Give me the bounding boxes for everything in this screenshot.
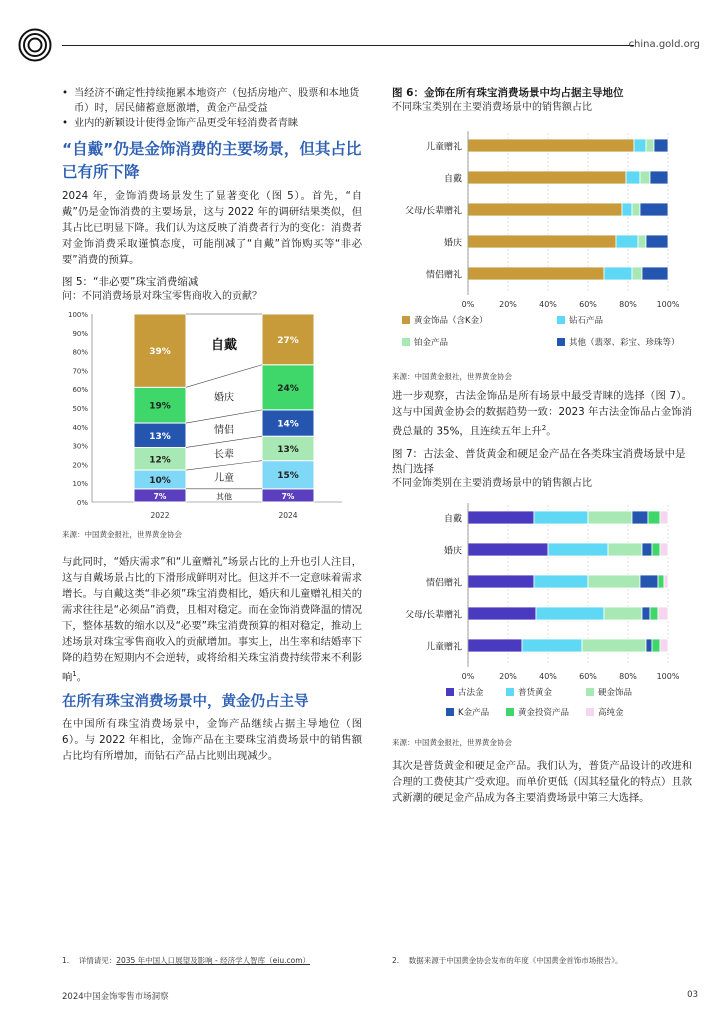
legend-swatch	[506, 688, 514, 696]
category-label: 父母/长辈赠礼	[404, 206, 462, 217]
page-number: 03	[687, 990, 698, 1000]
footnote-text: 详情请见：	[78, 956, 117, 965]
x-tick-label: 80%	[619, 300, 637, 309]
bar-segment	[634, 139, 646, 152]
bar-segment	[660, 511, 668, 524]
legend-label: 其他（翡翠、彩宝、珍珠等）	[569, 338, 680, 348]
bar-segment	[548, 543, 608, 556]
section-heading-gold-dominant: 在所有珠宝消费场景中，黄金仍占主导	[62, 694, 309, 711]
paragraph-gufa-gold: 进一步观察，古法金饰品是所有场景中最受青睐的选择（图 7）。这与中国黄金协会的数据趋势一致：2023 年古法金饰品占金饰消费总量的 35%，且连续五年上升$^2$。	[392, 390, 692, 438]
legend-label: 钻石产品	[569, 316, 604, 326]
fig5-stacked-bar-chart	[62, 308, 362, 523]
bar-segment	[616, 235, 638, 248]
data-label: 13%	[277, 444, 299, 455]
bar-segment	[468, 139, 634, 152]
bar-segment	[536, 607, 604, 620]
bar-segment	[468, 639, 522, 652]
category-label: 自戴	[210, 338, 238, 354]
footnote-text: 数据来源于中国黄金协会发布的年度《中国黄金首饰市场报告》。	[408, 956, 623, 965]
legend-label: 硬金饰品	[598, 688, 633, 699]
bar-segment	[640, 171, 650, 184]
bar-segment	[534, 575, 588, 588]
bar-segment	[468, 607, 536, 620]
bar-segment	[652, 639, 660, 652]
data-label: 19%	[149, 401, 171, 412]
right-column	[392, 86, 692, 806]
bar-segment	[652, 543, 660, 556]
bar-segment	[604, 267, 632, 280]
footnote-ref[interactable]: 2	[541, 424, 547, 432]
header-rule	[62, 45, 634, 46]
section-heading-self-wear: “自戴”仍是金饰消费的主要场景，但其占比已有所下降	[62, 140, 362, 181]
legend-swatch	[446, 688, 454, 696]
legend-swatch	[402, 316, 410, 324]
y-tick-label: 60%	[72, 386, 88, 395]
category-label: 长辈	[214, 449, 234, 461]
data-label: 12%	[149, 455, 171, 466]
bullet-item: • 业内的新颖设计使得金饰产品更受年轻消费者青睐	[62, 116, 362, 131]
legend-swatch	[586, 708, 594, 716]
fig7-horizontal-bar-chart	[392, 495, 692, 735]
bar-segment	[468, 267, 604, 280]
bar-segment	[468, 511, 534, 524]
data-label: 13%	[149, 431, 171, 442]
bar-segment	[660, 639, 668, 652]
fig6-source: 来源：中国黄金报社，世界黄金协会	[392, 372, 512, 381]
category-label: 婚庆	[214, 392, 234, 404]
bar-segment	[522, 639, 582, 652]
bar-segment	[626, 171, 640, 184]
category-label: 情侣	[214, 425, 234, 437]
footer-title: 2024中国金饰零售市场洞察	[62, 992, 169, 1002]
bar-segment	[588, 511, 632, 524]
footnote-2	[392, 955, 622, 966]
category-label: 婚庆	[443, 238, 462, 249]
fig5-subtitle: 问：不同消费场景对珠宝零售商收入的贡献？	[62, 291, 262, 302]
fig7-source: 来源：中国黄金报社，世界黄金协会	[392, 738, 512, 748]
paragraph-regular-gold: 其次是普货黄金和硬足金产品。我们认为，普货产品设计的改进和合理的工费使其广受欢迎。而单价更低（因其轻量化的特点）且款式新潮的硬足金产品成为各主要消费场景中第三大选择。	[392, 760, 692, 805]
connector-line	[186, 461, 262, 470]
bar-segment	[638, 235, 646, 248]
y-tick-label: 20%	[72, 461, 88, 470]
bar-segment	[632, 511, 648, 524]
bar-segment	[664, 575, 668, 588]
category-label: 自戴	[443, 174, 462, 185]
bar-segment	[658, 607, 668, 620]
fig6-subtitle: 不同珠宝类别在主要消费场景中的销售额占比	[392, 102, 592, 113]
fig6-title: 图 6：金饰在所有珠宝消费场景中均占据主导地位	[392, 87, 624, 99]
bar-segment	[646, 139, 654, 152]
legend-label: 铂金产品	[414, 338, 449, 348]
connector-line	[186, 365, 262, 388]
y-tick-label: 100%	[67, 311, 88, 319]
x-tick-label: 100%	[656, 300, 680, 309]
bar-segment	[632, 203, 640, 216]
legend-swatch	[557, 338, 565, 346]
legend-swatch	[586, 688, 594, 696]
legend-label: 黄金投资产品	[518, 708, 570, 719]
data-label: 14%	[277, 419, 299, 430]
paragraph-intro: 2024 年，金饰消费场景发生了显著变化（图 5）。首先，“自戴”仍是金饰消费的主要场景，这与 2022 年的调研结果类似，但其占比已明显下降。我们认为这反映了消费者行为的变化：消费者对金饰消费采取谨慎态度，可能削减了“自戴”首饰购买等“非必要”消费的预算。	[62, 190, 362, 266]
footnote-1	[62, 955, 310, 966]
left-column	[62, 86, 362, 764]
bullet-list	[62, 86, 362, 131]
category-label: 婚庆	[443, 546, 462, 557]
category-label: 其他	[216, 492, 232, 502]
category-label: 儿童	[214, 473, 234, 485]
legend-swatch	[506, 708, 514, 716]
fig5-source: 来源：中国黄金报社，世界黄金协会	[62, 530, 182, 539]
y-tick-label: 90%	[72, 329, 88, 338]
bar-segment	[582, 639, 646, 652]
x-tick-label: 100%	[656, 672, 680, 682]
paragraph-text: 与此同时，“婚庆需求”和“儿童赠礼”场景占比的上升也引人注目，这与自戴场景占比的下滑形成鲜明对比。但这并不一定意味着需求增长。与自戴这类“非必须”珠宝消费相比，婚庆和儿童赠礼相关的需求往往是“必须品”消费，且相对稳定。而在金饰消费降温的情况下，整体基数的缩水以及“必要”珠宝消费预算的相对稳定，推动上述场景对珠宝零售商收入的贡献增加。事实上，出生率和结婚率下降的趋势在短期内不会逆转，或将给相关珠宝消费持续带来不利影响	[62, 556, 362, 684]
bar-segment	[468, 235, 616, 248]
gold-council-logo-icon	[18, 28, 52, 62]
bar-segment	[632, 267, 642, 280]
category-label: 儿童赠礼	[425, 142, 462, 153]
bar-segment	[654, 139, 668, 152]
bar-segment	[622, 203, 632, 216]
legend-swatch	[557, 316, 565, 324]
x-tick-label: 20%	[499, 672, 517, 682]
x-tick-label: 0%	[461, 300, 475, 309]
x-tick-label: 20%	[499, 300, 517, 309]
data-label: 10%	[149, 475, 171, 486]
data-label: 7%	[153, 491, 167, 501]
bar-segment	[468, 203, 622, 216]
bar-segment	[468, 543, 548, 556]
connector-line	[186, 436, 262, 447]
bar-segment	[468, 575, 534, 588]
category-label: 情侣赠礼	[425, 270, 462, 281]
data-label: 7%	[281, 491, 295, 501]
bar-segment	[646, 639, 652, 652]
bar-segment	[608, 543, 642, 556]
bar-segment	[468, 171, 626, 184]
connector-line	[186, 410, 262, 423]
footnote-ref[interactable]: 1	[72, 670, 77, 678]
category-label: 父母/长辈赠礼	[404, 610, 462, 621]
x-tick-label: 40%	[539, 300, 557, 309]
legend-label: 高纯金	[598, 708, 624, 719]
site-url[interactable]: china.gold.org	[628, 39, 700, 50]
y-tick-label: 0%	[76, 499, 88, 507]
x-tick-label: 2024	[278, 511, 298, 520]
bar-segment	[642, 267, 668, 280]
bar-segment	[604, 607, 642, 620]
data-label: 15%	[277, 471, 299, 482]
bar-segment	[642, 543, 652, 556]
x-tick-label: 2022	[150, 511, 170, 520]
bar-segment	[650, 171, 668, 184]
category-label: 自戴	[443, 514, 462, 525]
bar-segment	[588, 575, 640, 588]
data-label: 24%	[277, 383, 299, 394]
bar-segment	[646, 235, 668, 248]
x-tick-label: 60%	[579, 300, 597, 309]
y-tick-label: 80%	[72, 348, 88, 357]
paragraph-gold-dominant: 在中国所有珠宝消费场景中，金饰产品继续占据主导地位（图 6）。与 2022 年相比，金饰产品在主要珠宝消费场景中的销售额占比均有所增加，而钻石产品占比则出现减少。	[62, 718, 362, 763]
x-tick-label: 80%	[619, 672, 637, 682]
bullet-item: • 当经济不确定性持续拖累本地资产（包括房地产、股票和本地货币）时，居民储蓄意愿激增，黄金产品受益	[62, 86, 362, 116]
data-label: 27%	[277, 335, 299, 346]
footnote-number: 2.	[392, 956, 400, 965]
y-tick-label: 30%	[72, 442, 88, 451]
paragraph-wedding-children: 与此同时，“婚庆需求”和“儿童赠礼”场景占比的上升也引人注目，这与自戴场景占比的下滑形成鲜明对比。但这并不一定意味着需求增长。与自戴这类“非必须”珠宝消费相比，婚庆和儿童赠礼相关的需求往往是“必须品”消费，且相对稳定。而在金饰消费降温的情况下，整体基数的缩水以及“必要”珠宝消费预算的相对稳定，推动上述场景对珠宝零售商收入的贡献增加。事实上，出生率和结婚率下降的趋势在短期内不会逆转，或将给相关珠宝消费持续带来不利影响$^1$。	[62, 556, 362, 684]
category-label: 情侣赠礼	[425, 578, 462, 589]
category-label: 儿童赠礼	[425, 642, 462, 653]
x-tick-label: 60%	[579, 672, 597, 682]
legend-swatch	[446, 708, 454, 716]
x-tick-label: 40%	[539, 672, 557, 682]
y-tick-label: 40%	[72, 423, 88, 432]
data-label: 39%	[149, 347, 171, 358]
fig7-subtitle: 不同金饰类别在主要消费场景中的销售额占比	[392, 478, 592, 490]
paragraph-text: 进一步观察，古法金饰品是所有场景中最受青睐的选择（图 7）。这与中国黄金协会的数据趋势一致：2023 年古法金饰品占金饰消费总量的 35%，且连续五年上升	[392, 390, 692, 438]
legend-label: 古法金	[458, 688, 484, 699]
legend-label: K金产品	[458, 708, 490, 719]
bar-segment	[650, 607, 658, 620]
y-tick-label: 70%	[72, 367, 88, 376]
fig7-title: 图 7：古法金、普货黄金和硬足金产品在各类珠宝消费场景中是热门选择	[392, 448, 686, 476]
bar-segment	[640, 575, 658, 588]
bar-segment	[640, 203, 668, 216]
y-tick-label: 50%	[72, 405, 88, 413]
y-tick-label: 10%	[72, 480, 88, 489]
fig6-horizontal-bar-chart	[392, 119, 692, 369]
x-tick-label: 0%	[461, 672, 475, 682]
footnote-link[interactable]: 2035 年中国人口展望及影响 - 经济学人智库（eiu.com）	[116, 956, 311, 965]
fig5-title: 图 5：“非必要”珠宝消费缩减	[62, 276, 199, 288]
bar-segment	[660, 543, 668, 556]
bar-segment	[658, 575, 664, 588]
bar-segment	[648, 511, 660, 524]
legend-swatch	[402, 338, 410, 346]
bar-segment	[642, 607, 650, 620]
bar-segment	[534, 511, 588, 524]
footnote-number: 1.	[62, 956, 70, 965]
legend-label: 普货黄金	[518, 688, 553, 699]
legend-label: 黄金饰品（含K金）	[414, 316, 488, 326]
